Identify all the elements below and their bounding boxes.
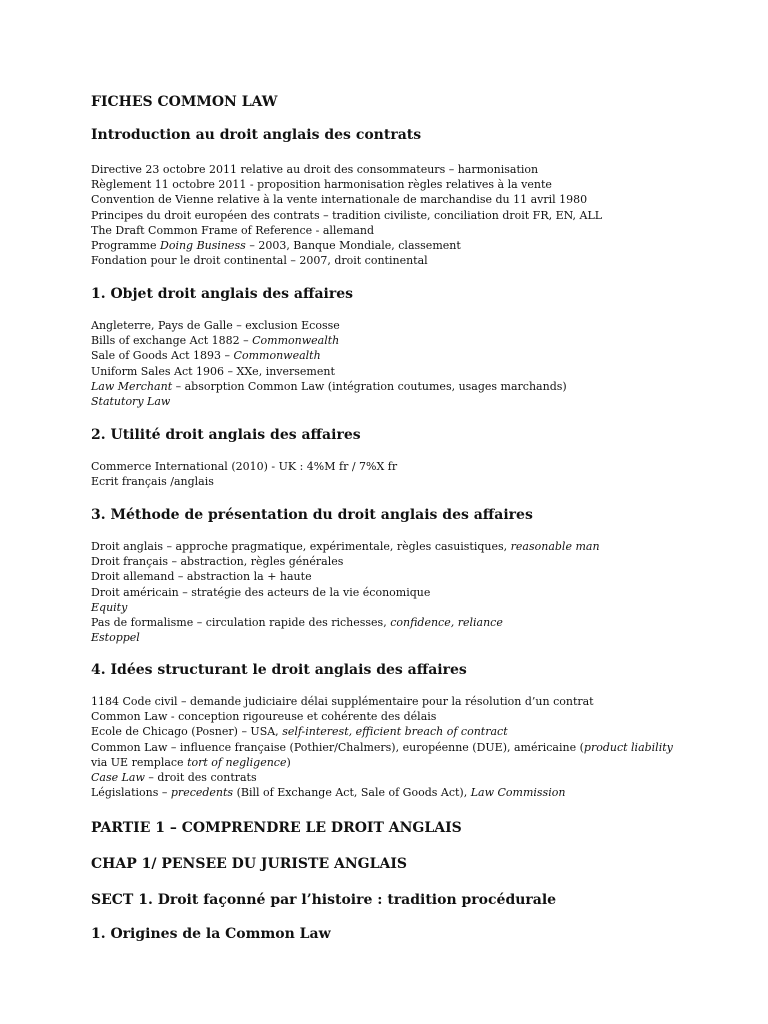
s3-line-1-a: Droit anglais – approche pragmatique, expérimentale, règles casuistiques, <box>91 540 511 553</box>
s3-line-7: Estoppel <box>91 631 140 645</box>
s1-line-2-a: Bills of exchange Act 1882 – <box>91 334 253 348</box>
s1-line-3-b: Commonwealth <box>233 349 321 363</box>
s4-line-7-d: Law Commission <box>470 786 566 800</box>
s1-line-3-a: Sale of Goods Act 1893 – <box>91 349 234 363</box>
s3-line-1 <box>91 539 600 554</box>
s1-line-3 <box>91 348 567 363</box>
s3-line-3: Droit allemand – abstraction la + haute <box>91 570 312 584</box>
s4-line-4-a: Common Law – influence française (Pothier/Chalmers), européenne (DUE), américaine ( <box>91 740 584 754</box>
s4-line-7-b: precedents <box>170 786 234 800</box>
document-title: FICHES COMMON LAW <box>91 94 278 110</box>
intro-line-4: Principes du droit européen des contrats – tradition civiliste, conciliation droit FR, EN, ALL <box>91 208 603 222</box>
intro-line-5: The Draft Common Frame of Reference - allemand <box>91 223 375 237</box>
section-1-heading: 1. Objet droit anglais des affaires <box>91 286 354 302</box>
intro-heading: Introduction au droit anglais des contrats <box>91 127 422 143</box>
section-2-heading: 2. Utilité droit anglais des affaires <box>91 427 361 443</box>
chapter-1-heading: CHAP 1/ PENSEE DU JURISTE ANGLAIS <box>91 856 407 872</box>
s4-line-3-a: Ecole de Chicago (Posner) – USA, <box>91 725 283 739</box>
s4-line-1: 1184 Code civil – demande judiciaire délai supplémentaire pour la résolution d’un contrat <box>91 695 594 708</box>
section-3-heading: 3. Méthode de présentation du droit anglais des affaires <box>91 507 533 523</box>
s4-line-7-c: (Bill of Exchange Act, Sale of Goods Act), <box>233 786 471 800</box>
intro-line-3: Convention de Vienne relative à la vente internationale de marchandise du 11 avril 1980 <box>91 193 588 207</box>
s4-line-4 <box>91 740 673 755</box>
section-4-heading: 4. Idées structurant le droit anglais des affaires <box>91 662 467 678</box>
intro-line-7: Fondation pour le droit continental – 2007, droit continental <box>91 254 428 268</box>
origines-heading: 1. Origines de la Common Law <box>91 926 331 942</box>
s4-line-6 <box>91 770 673 785</box>
s1-line-4: Uniform Sales Act 1906 – XXe, inversement <box>91 364 335 378</box>
s4-line-5-c: ) <box>286 755 291 769</box>
s1-line-5-b: – absorption Common Law (intégration coutumes, usages marchands) <box>172 379 567 393</box>
intro-paragraph <box>91 162 602 268</box>
s4-line-5 <box>91 755 673 770</box>
s3-line-5: Equity <box>91 600 128 614</box>
s1-line-2-b: Commonwealth <box>252 334 340 348</box>
intro-line-6 <box>91 238 602 253</box>
s2-line-1: Commerce International (2010) - UK : 4%M fr / 7%X fr <box>91 460 398 473</box>
s4-line-3-b: self-interest, efficient breach of contract <box>282 725 508 739</box>
section-2-paragraph <box>91 459 397 489</box>
s3-line-1-b: reasonable man <box>510 540 600 553</box>
s4-line-6-a: Case Law <box>91 771 145 785</box>
s1-line-6: Statutory Law <box>91 395 171 409</box>
section-3-paragraph <box>91 539 600 645</box>
s3-line-6-b: confidence, reliance <box>390 616 503 630</box>
s4-line-3 <box>91 724 673 739</box>
s4-line-4-b: product liability <box>583 740 673 754</box>
s4-line-2: Common Law - conception rigoureuse et cohérente des délais <box>91 710 437 724</box>
s3-line-4: Droit américain – stratégie des acteurs de la vie économique <box>91 585 431 599</box>
intro-line-6-c: – 2003, Banque Mondiale, classement <box>245 239 461 253</box>
s3-line-6-a: Pas de formalisme – circulation rapide des richesses, <box>91 616 391 630</box>
intro-line-6-a: Programme <box>91 239 161 253</box>
s4-line-7-a: Législations – <box>91 786 171 800</box>
s3-line-2: Droit français – abstraction, règles générales <box>91 555 344 569</box>
s1-line-5 <box>91 379 567 394</box>
part-1-heading: PARTIE 1 – COMPRENDRE LE DROIT ANGLAIS <box>91 820 462 836</box>
section-4-paragraph <box>91 694 673 800</box>
s4-line-6-b: – droit des contrats <box>144 771 257 785</box>
sect-1-heading: SECT 1. Droit façonné par l’histoire : tradition procédurale <box>91 892 557 908</box>
intro-line-2: Règlement 11 octobre 2011 - proposition harmonisation règles relatives à la vente <box>91 178 552 192</box>
intro-line-1: Directive 23 octobre 2011 relative au droit des consommateurs – harmonisation <box>91 163 539 176</box>
s1-line-5-a: Law Merchant <box>91 379 173 393</box>
s4-line-7 <box>91 785 673 800</box>
intro-line-6-b: Doing Business <box>160 239 246 253</box>
s4-line-5-a: via UE remplace <box>91 755 188 769</box>
s2-line-2: Ecrit français /anglais <box>91 475 214 489</box>
s4-line-5-b: tort of negligence <box>187 755 287 769</box>
s1-line-1: Angleterre, Pays de Galle – exclusion Ecosse <box>91 319 340 332</box>
section-1-paragraph <box>91 318 567 409</box>
s3-line-6 <box>91 615 600 630</box>
s1-line-2 <box>91 333 567 348</box>
